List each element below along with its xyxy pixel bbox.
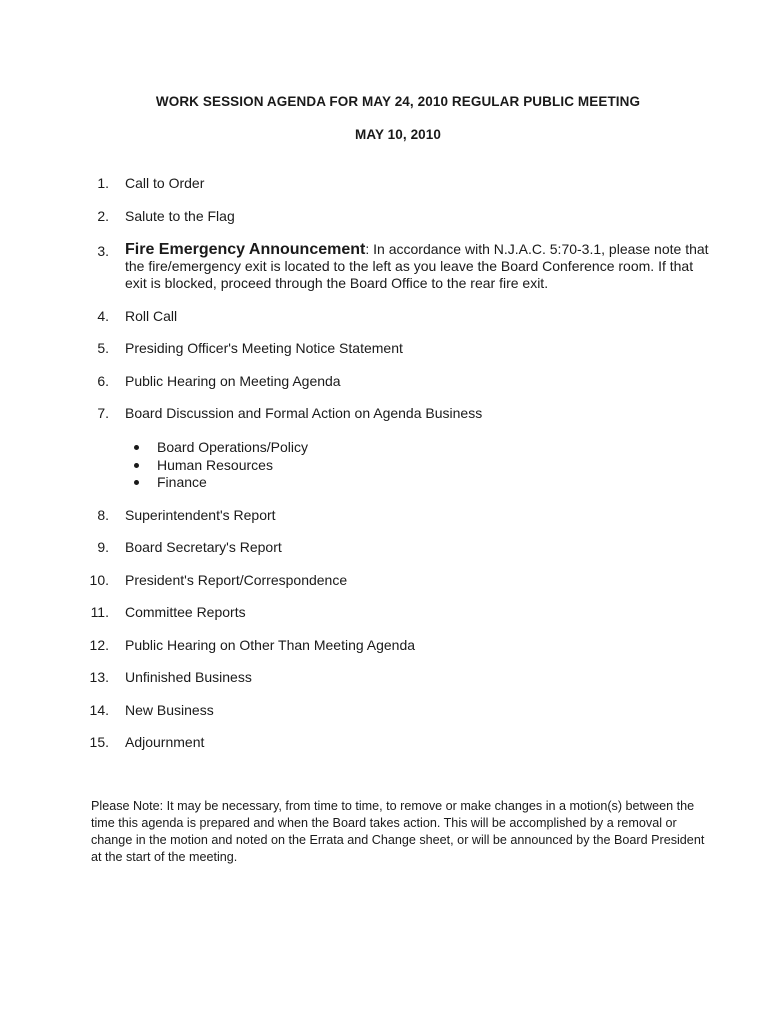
bullet-icon — [134, 463, 139, 468]
item-number: 10. — [89, 572, 109, 588]
item-text: Call to Order — [125, 175, 205, 191]
note-line-4: at the start of the meeting. — [91, 850, 238, 864]
subitem-text: Human Resources — [157, 456, 273, 473]
item-number: 9. — [97, 539, 109, 555]
subitem-text: Finance — [157, 474, 207, 490]
fire-announcement-line-3: exit is blocked, proceed through the Board Office to the rear fire exit. — [125, 275, 549, 291]
item-number: 3. — [97, 243, 109, 259]
item-number: 14. — [89, 702, 109, 718]
fire-announcement-line-1: : In accordance with N.J.A.C. 5:70-3.1, please note that — [365, 241, 709, 257]
item-number: 5. — [97, 340, 109, 356]
item-number: 7. — [97, 405, 109, 421]
item-number: 6. — [97, 373, 109, 389]
note-line-3: change in the motion and noted on the Errata and Change sheet, or will be announced by the Board President — [91, 833, 705, 847]
item-text: Unfinished Business — [125, 669, 252, 685]
item-number: 1. — [97, 175, 109, 191]
item-text: Adjournment — [125, 734, 205, 750]
subitem-board-operations — [134, 439, 308, 457]
item-number: 8. — [97, 507, 109, 523]
fire-announcement-heading: Fire Emergency Announcement — [125, 241, 366, 258]
item-text: Roll Call — [125, 308, 178, 324]
please-note-paragraph — [91, 798, 721, 866]
item-text: Superintendent's Report — [125, 507, 276, 523]
item-number: 12. — [89, 637, 109, 653]
item-text: New Business — [125, 702, 214, 718]
subitem-finance — [134, 474, 308, 492]
fire-announcement-line-2: the fire/emergency exit is located to the left as you leave the Board Conference room. If that — [125, 258, 694, 274]
item-text: Salute to the Flag — [125, 208, 235, 224]
item-number: 4. — [97, 308, 109, 324]
item-number: 13. — [89, 669, 109, 685]
item-text: Board Discussion and Formal Action on Agenda Business — [125, 405, 483, 421]
item-text: Public Hearing on Meeting Agenda — [125, 373, 341, 389]
subitem-human-resources — [134, 457, 308, 475]
item-number: 15. — [89, 734, 109, 750]
note-line-1: Please Note: It may be necessary, from time to time, to remove or make changes in a motion(s) between the — [91, 799, 695, 813]
item-text: Public Hearing on Other Than Meeting Agenda — [125, 637, 416, 653]
item-number: 11. — [90, 604, 109, 620]
bullet-icon — [134, 445, 139, 450]
bullet-icon — [134, 480, 139, 485]
note-line-2: time this agenda is prepared and when the Board takes action. This will be accomplished by a removal or — [91, 816, 677, 830]
document-date: MAY 10, 2010 — [354, 127, 442, 142]
item-text: Board Secretary's Report — [125, 539, 282, 555]
item-text: Presiding Officer's Meeting Notice Statement — [125, 340, 403, 356]
item-text: President's Report/Correspondence — [125, 572, 348, 588]
document-title: WORK SESSION AGENDA FOR MAY 24, 2010 REGULAR PUBLIC MEETING — [155, 94, 641, 109]
item-text: Committee Reports — [125, 604, 246, 620]
item-number: 2. — [97, 208, 109, 224]
subitem-text: Board Operations/Policy — [157, 439, 308, 455]
item-7-subitems — [134, 439, 308, 492]
